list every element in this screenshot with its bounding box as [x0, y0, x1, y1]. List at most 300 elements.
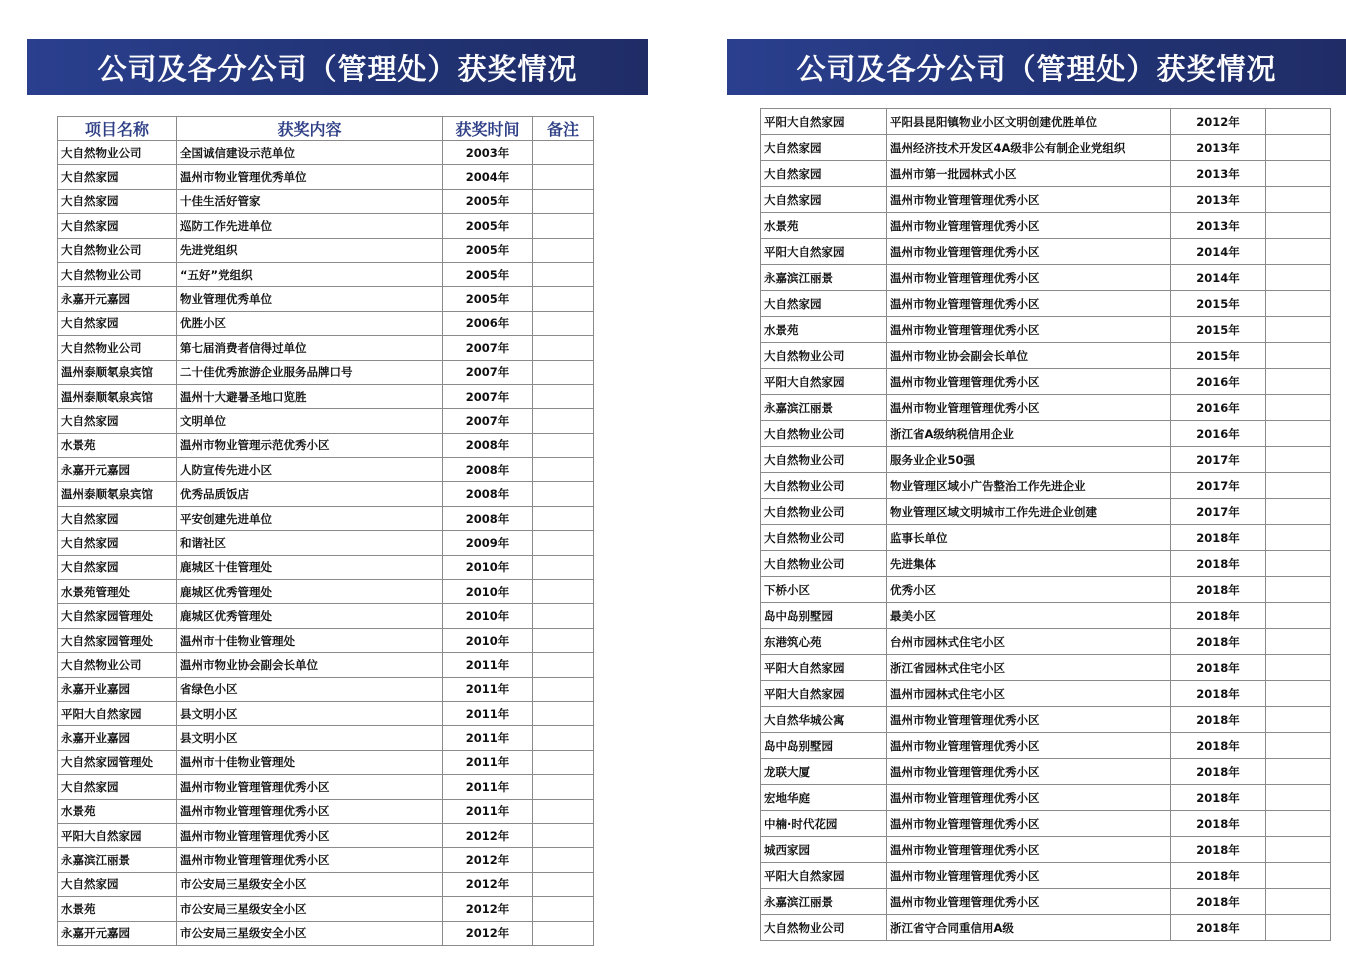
award-content-cell: 市公安局三星级安全小区 [177, 921, 443, 945]
award-time-cell: 2007年 [443, 384, 533, 408]
project-name-cell: 大自然物业公司 [761, 473, 887, 499]
award-content-cell: 平安创建先进单位 [177, 506, 443, 530]
project-name-cell: 大自然物业公司 [58, 238, 177, 262]
project-name-cell: 大自然家园 [761, 135, 887, 161]
table-row [761, 577, 1331, 603]
project-name-cell: 大自然物业公司 [58, 653, 177, 677]
award-content-cell: 台州市园林式住宅小区 [887, 629, 1171, 655]
project-name-cell: 大自然家园管理处 [58, 750, 177, 774]
project-name-cell: 大自然物业公司 [58, 262, 177, 286]
table-row [761, 629, 1331, 655]
project-name-cell: 平阳大自然家园 [761, 863, 887, 889]
award-time-cell: 2011年 [443, 677, 533, 701]
award-content-cell: 鹿城区优秀管理处 [177, 580, 443, 604]
remarks-cell [533, 189, 594, 213]
project-name-cell: 大自然家园 [761, 187, 887, 213]
award-time-cell: 2018年 [1171, 785, 1266, 811]
award-content-cell: 县文明小区 [177, 701, 443, 725]
award-content-cell: 巡防工作先进单位 [177, 214, 443, 238]
project-name-cell: 大自然家园 [58, 775, 177, 799]
award-time-cell: 2015年 [1171, 317, 1266, 343]
table-row [58, 628, 594, 652]
remarks-cell [1266, 187, 1331, 213]
project-name-cell: 永嘉滨江丽景 [58, 848, 177, 872]
remarks-cell [533, 580, 594, 604]
table-row [58, 531, 594, 555]
table-row [761, 525, 1331, 551]
award-time-cell: 2008年 [443, 433, 533, 457]
award-time-cell: 2018年 [1171, 837, 1266, 863]
project-name-cell: 大自然物业公司 [761, 551, 887, 577]
project-name-cell: 平阳大自然家园 [761, 681, 887, 707]
award-content-cell: 温州市物业协会副会长单位 [177, 653, 443, 677]
award-time-cell: 2005年 [443, 287, 533, 311]
remarks-cell [1266, 603, 1331, 629]
project-name-cell: 永嘉开业嘉园 [58, 726, 177, 750]
project-name-cell: 水景苑 [761, 317, 887, 343]
remarks-cell [1266, 707, 1331, 733]
table-row [761, 395, 1331, 421]
remarks-cell [1266, 317, 1331, 343]
award-content-cell: “五好”党组织 [177, 262, 443, 286]
remarks-cell [1266, 811, 1331, 837]
table-row [58, 409, 594, 433]
award-content-cell: 温州市物业管理示范优秀小区 [177, 433, 443, 457]
table-row [58, 555, 594, 579]
remarks-cell [1266, 681, 1331, 707]
table-row [58, 921, 594, 945]
project-name-cell: 岛中岛别墅园 [761, 603, 887, 629]
award-time-cell: 2013年 [1171, 135, 1266, 161]
table-row [761, 551, 1331, 577]
award-time-cell: 2018年 [1171, 889, 1266, 915]
award-content-cell: 全国诚信建设示范单位 [177, 141, 443, 165]
left-page-title: 公司及各分公司（管理处）获奖情况 [27, 39, 648, 95]
award-content-cell: 温州市物业协会副会长单位 [887, 343, 1171, 369]
award-content-cell: 温州市第一批园林式小区 [887, 161, 1171, 187]
award-time-cell: 2018年 [1171, 707, 1266, 733]
award-time-cell: 2011年 [443, 750, 533, 774]
award-time-cell: 2007年 [443, 336, 533, 360]
project-name-cell: 大自然家园管理处 [58, 604, 177, 628]
award-time-cell: 2005年 [443, 262, 533, 286]
award-content-cell: 人防宣传先进小区 [177, 458, 443, 482]
award-content-cell: 监事长单位 [887, 525, 1171, 551]
remarks-cell [1266, 265, 1331, 291]
remarks-cell [533, 384, 594, 408]
award-content-cell: 温州市十佳物业管理处 [177, 750, 443, 774]
table-row [58, 189, 594, 213]
project-name-cell: 永嘉开元嘉园 [58, 287, 177, 311]
award-time-cell: 2011年 [443, 775, 533, 799]
remarks-cell [1266, 291, 1331, 317]
remarks-cell [1266, 525, 1331, 551]
award-content-cell: 温州市物业管理优秀单位 [177, 165, 443, 189]
project-name-cell: 大自然家园 [58, 531, 177, 555]
project-name-cell: 大自然家园 [58, 214, 177, 238]
table-row [58, 750, 594, 774]
award-time-cell: 2011年 [443, 726, 533, 750]
remarks-cell [533, 409, 594, 433]
project-name-cell: 大自然家园 [761, 291, 887, 317]
project-name-cell: 永嘉滨江丽景 [761, 395, 887, 421]
project-name-cell: 大自然华城公寓 [761, 707, 887, 733]
award-time-cell: 2014年 [1171, 265, 1266, 291]
remarks-cell [1266, 473, 1331, 499]
project-name-cell: 平阳大自然家园 [58, 823, 177, 847]
project-name-cell: 温州泰顺氡泉宾馆 [58, 384, 177, 408]
table-row [58, 482, 594, 506]
table-row [58, 799, 594, 823]
award-time-cell: 2004年 [443, 165, 533, 189]
project-name-cell: 大自然家园 [58, 409, 177, 433]
project-name-cell: 水景苑 [761, 213, 887, 239]
award-content-cell: 二十佳优秀旅游企业服务品牌口号 [177, 360, 443, 384]
table-row [761, 707, 1331, 733]
table-row [58, 336, 594, 360]
remarks-cell [533, 677, 594, 701]
award-content-cell: 温州市十佳物业管理处 [177, 628, 443, 652]
table-row [761, 213, 1331, 239]
table-row [761, 291, 1331, 317]
table-row [58, 384, 594, 408]
remarks-cell [1266, 135, 1331, 161]
remarks-cell [533, 897, 594, 921]
remarks-cell [533, 750, 594, 774]
left-awards-table [57, 116, 594, 946]
award-time-cell: 2018年 [1171, 915, 1266, 941]
remarks-cell [1266, 161, 1331, 187]
remarks-cell [533, 506, 594, 530]
award-content-cell: 服务业企业50强 [887, 447, 1171, 473]
award-content-cell: 最美小区 [887, 603, 1171, 629]
award-content-cell: 物业管理区域小广告整治工作先进企业 [887, 473, 1171, 499]
project-name-cell: 永嘉开业嘉园 [58, 677, 177, 701]
award-time-cell: 2017年 [1171, 447, 1266, 473]
table-row [761, 343, 1331, 369]
award-time-cell: 2005年 [443, 238, 533, 262]
project-name-cell: 平阳大自然家园 [761, 109, 887, 135]
award-time-cell: 2018年 [1171, 681, 1266, 707]
remarks-cell [533, 311, 594, 335]
table-row [58, 726, 594, 750]
remarks-cell [1266, 785, 1331, 811]
remarks-cell [1266, 577, 1331, 603]
project-name-cell: 岛中岛别墅园 [761, 733, 887, 759]
award-content-cell: 温州市物业管理管理优秀小区 [887, 811, 1171, 837]
award-content-cell: 温州市物业管理管理优秀小区 [887, 837, 1171, 863]
project-name-cell: 大自然家园 [58, 189, 177, 213]
award-content-cell: 市公安局三星级安全小区 [177, 897, 443, 921]
award-time-cell: 2018年 [1171, 863, 1266, 889]
project-name-cell: 大自然物业公司 [761, 343, 887, 369]
remarks-cell [1266, 915, 1331, 941]
award-content-cell: 文明单位 [177, 409, 443, 433]
remarks-cell [533, 653, 594, 677]
project-name-cell: 龙联大厦 [761, 759, 887, 785]
award-content-cell: 温州市物业管理管理优秀小区 [887, 707, 1171, 733]
table-row [761, 655, 1331, 681]
remarks-cell [1266, 395, 1331, 421]
award-time-cell: 2018年 [1171, 655, 1266, 681]
remarks-cell [533, 141, 594, 165]
table-row [761, 239, 1331, 265]
remarks-cell [533, 360, 594, 384]
table-row [761, 603, 1331, 629]
header-award-time: 获奖时间 [443, 117, 533, 141]
award-content-cell: 温州市物业管理管理优秀小区 [887, 759, 1171, 785]
remarks-cell [1266, 499, 1331, 525]
remarks-cell [533, 482, 594, 506]
award-time-cell: 2012年 [1171, 109, 1266, 135]
award-content-cell: 浙江省守合同重信用A级 [887, 915, 1171, 941]
remarks-cell [1266, 213, 1331, 239]
project-name-cell: 大自然家园 [58, 872, 177, 896]
award-time-cell: 2011年 [443, 701, 533, 725]
project-name-cell: 大自然家园管理处 [58, 628, 177, 652]
remarks-cell [533, 262, 594, 286]
award-content-cell: 温州市物业管理管理优秀小区 [887, 395, 1171, 421]
award-time-cell: 2018年 [1171, 525, 1266, 551]
table-row [761, 811, 1331, 837]
project-name-cell: 中楠·时代花园 [761, 811, 887, 837]
remarks-cell [533, 628, 594, 652]
award-time-cell: 2018年 [1171, 759, 1266, 785]
table-row [58, 604, 594, 628]
table-row [761, 759, 1331, 785]
award-content-cell: 温州市物业管理管理优秀小区 [887, 187, 1171, 213]
award-time-cell: 2018年 [1171, 603, 1266, 629]
award-time-cell: 2007年 [443, 360, 533, 384]
award-time-cell: 2013年 [1171, 161, 1266, 187]
award-content-cell: 鹿城区十佳管理处 [177, 555, 443, 579]
project-name-cell: 大自然物业公司 [761, 525, 887, 551]
project-name-cell: 大自然家园 [58, 311, 177, 335]
remarks-cell [533, 336, 594, 360]
award-time-cell: 2008年 [443, 506, 533, 530]
table-row [761, 733, 1331, 759]
table-row [761, 265, 1331, 291]
award-time-cell: 2006年 [443, 311, 533, 335]
project-name-cell: 城西家园 [761, 837, 887, 863]
table-row [761, 421, 1331, 447]
award-time-cell: 2009年 [443, 531, 533, 555]
project-name-cell: 永嘉滨江丽景 [761, 889, 887, 915]
award-time-cell: 2008年 [443, 482, 533, 506]
award-time-cell: 2016年 [1171, 369, 1266, 395]
remarks-cell [533, 531, 594, 555]
award-content-cell: 温州市物业管理管理优秀小区 [887, 291, 1171, 317]
remarks-cell [1266, 655, 1331, 681]
remarks-cell [1266, 733, 1331, 759]
table-row [58, 262, 594, 286]
award-content-cell: 温州市物业管理管理优秀小区 [177, 848, 443, 872]
table-row [58, 775, 594, 799]
remarks-cell [533, 775, 594, 799]
table-row [761, 889, 1331, 915]
remarks-cell [1266, 837, 1331, 863]
award-time-cell: 2011年 [443, 653, 533, 677]
header-remarks: 备注 [533, 117, 594, 141]
award-time-cell: 2018年 [1171, 733, 1266, 759]
remarks-cell [533, 921, 594, 945]
table-header-row [58, 117, 594, 141]
award-content-cell: 温州市物业管理管理优秀小区 [887, 265, 1171, 291]
award-time-cell: 2008年 [443, 458, 533, 482]
remarks-cell [1266, 759, 1331, 785]
award-time-cell: 2016年 [1171, 395, 1266, 421]
project-name-cell: 大自然家园 [58, 506, 177, 530]
project-name-cell: 水景苑 [58, 897, 177, 921]
award-content-cell: 温州市物业管理管理优秀小区 [887, 369, 1171, 395]
table-row [58, 165, 594, 189]
table-row [58, 677, 594, 701]
project-name-cell: 东港筑心苑 [761, 629, 887, 655]
award-time-cell: 2003年 [443, 141, 533, 165]
award-content-cell: 鹿城区优秀管理处 [177, 604, 443, 628]
table-row [761, 499, 1331, 525]
award-content-cell: 温州市物业管理管理优秀小区 [887, 889, 1171, 915]
project-name-cell: 宏地华庭 [761, 785, 887, 811]
remarks-cell [533, 872, 594, 896]
award-time-cell: 2012年 [443, 872, 533, 896]
table-row [761, 447, 1331, 473]
table-row [58, 214, 594, 238]
table-row [58, 823, 594, 847]
award-content-cell: 温州市物业管理管理优秀小区 [887, 785, 1171, 811]
award-content-cell: 温州市物业管理管理优秀小区 [177, 799, 443, 823]
remarks-cell [533, 848, 594, 872]
table-row [761, 785, 1331, 811]
remarks-cell [533, 433, 594, 457]
table-row [761, 317, 1331, 343]
table-row [58, 311, 594, 335]
remarks-cell [1266, 551, 1331, 577]
project-name-cell: 温州泰顺氡泉宾馆 [58, 482, 177, 506]
table-row [761, 915, 1331, 941]
project-name-cell: 大自然物业公司 [761, 499, 887, 525]
table-row [761, 837, 1331, 863]
project-name-cell: 平阳大自然家园 [761, 369, 887, 395]
right-page-title: 公司及各分公司（管理处）获奖情况 [727, 39, 1346, 95]
award-time-cell: 2015年 [1171, 291, 1266, 317]
table-row [58, 848, 594, 872]
project-name-cell: 大自然物业公司 [761, 915, 887, 941]
award-time-cell: 2012年 [443, 921, 533, 945]
award-time-cell: 2007年 [443, 409, 533, 433]
table-row [761, 473, 1331, 499]
project-name-cell: 大自然物业公司 [58, 336, 177, 360]
award-content-cell: 优秀品质饭店 [177, 482, 443, 506]
table-row [58, 141, 594, 165]
project-name-cell: 水景苑管理处 [58, 580, 177, 604]
award-content-cell: 温州市物业管理管理优秀小区 [887, 317, 1171, 343]
award-content-cell: 温州经济技术开发区4A级非公有制企业党组织 [887, 135, 1171, 161]
award-time-cell: 2014年 [1171, 239, 1266, 265]
award-content-cell: 和谐社区 [177, 531, 443, 555]
award-content-cell: 物业管理优秀单位 [177, 287, 443, 311]
remarks-cell [533, 799, 594, 823]
project-name-cell: 永嘉开元嘉园 [58, 921, 177, 945]
table-row [58, 458, 594, 482]
table-row [761, 109, 1331, 135]
project-name-cell: 永嘉开元嘉园 [58, 458, 177, 482]
remarks-cell [533, 214, 594, 238]
award-time-cell: 2012年 [443, 897, 533, 921]
award-content-cell: 先进党组织 [177, 238, 443, 262]
award-content-cell: 物业管理区域文明城市工作先进企业创建 [887, 499, 1171, 525]
award-time-cell: 2010年 [443, 555, 533, 579]
award-time-cell: 2016年 [1171, 421, 1266, 447]
project-name-cell: 大自然家园 [761, 161, 887, 187]
table-row [58, 653, 594, 677]
award-time-cell: 2012年 [443, 848, 533, 872]
award-content-cell: 温州市物业管理管理优秀小区 [177, 775, 443, 799]
award-time-cell: 2018年 [1171, 629, 1266, 655]
award-content-cell: 市公安局三星级安全小区 [177, 872, 443, 896]
remarks-cell [1266, 447, 1331, 473]
project-name-cell: 大自然家园 [58, 165, 177, 189]
header-award-content: 获奖内容 [177, 117, 443, 141]
award-time-cell: 2010年 [443, 628, 533, 652]
award-content-cell: 温州市园林式住宅小区 [887, 681, 1171, 707]
remarks-cell [1266, 889, 1331, 915]
project-name-cell: 大自然家园 [58, 555, 177, 579]
award-content-cell: 先进集体 [887, 551, 1171, 577]
remarks-cell [533, 555, 594, 579]
award-content-cell: 浙江省A级纳税信用企业 [887, 421, 1171, 447]
table-row [58, 360, 594, 384]
award-time-cell: 2013年 [1171, 187, 1266, 213]
remarks-cell [533, 823, 594, 847]
remarks-cell [533, 726, 594, 750]
remarks-cell [533, 458, 594, 482]
award-content-cell: 浙江省园林式住宅小区 [887, 655, 1171, 681]
award-content-cell: 县文明小区 [177, 726, 443, 750]
project-name-cell: 大自然物业公司 [58, 141, 177, 165]
table-row [58, 506, 594, 530]
award-content-cell: 温州市物业管理管理优秀小区 [887, 239, 1171, 265]
project-name-cell: 水景苑 [58, 799, 177, 823]
award-time-cell: 2012年 [443, 823, 533, 847]
remarks-cell [1266, 239, 1331, 265]
award-content-cell: 温州十大避暑圣地口览胜 [177, 384, 443, 408]
award-content-cell: 优秀小区 [887, 577, 1171, 603]
award-time-cell: 2018年 [1171, 811, 1266, 837]
remarks-cell [1266, 421, 1331, 447]
project-name-cell: 平阳大自然家园 [58, 701, 177, 725]
award-content-cell: 温州市物业管理管理优秀小区 [177, 823, 443, 847]
table-row [58, 872, 594, 896]
award-content-cell: 温州市物业管理管理优秀小区 [887, 863, 1171, 889]
table-row [58, 580, 594, 604]
project-name-cell: 永嘉滨江丽景 [761, 265, 887, 291]
remarks-cell [1266, 863, 1331, 889]
award-time-cell: 2018年 [1171, 551, 1266, 577]
project-name-cell: 水景苑 [58, 433, 177, 457]
table-row [761, 863, 1331, 889]
table-row [58, 238, 594, 262]
table-row [761, 681, 1331, 707]
award-content-cell: 温州市物业管理管理优秀小区 [887, 213, 1171, 239]
table-row [58, 701, 594, 725]
award-content-cell: 第七届消费者信得过单位 [177, 336, 443, 360]
project-name-cell: 大自然物业公司 [761, 421, 887, 447]
award-content-cell: 平阳县昆阳镇物业小区文明创建优胜单位 [887, 109, 1171, 135]
award-time-cell: 2017年 [1171, 499, 1266, 525]
header-project-name: 项目名称 [58, 117, 177, 141]
table-row [761, 135, 1331, 161]
